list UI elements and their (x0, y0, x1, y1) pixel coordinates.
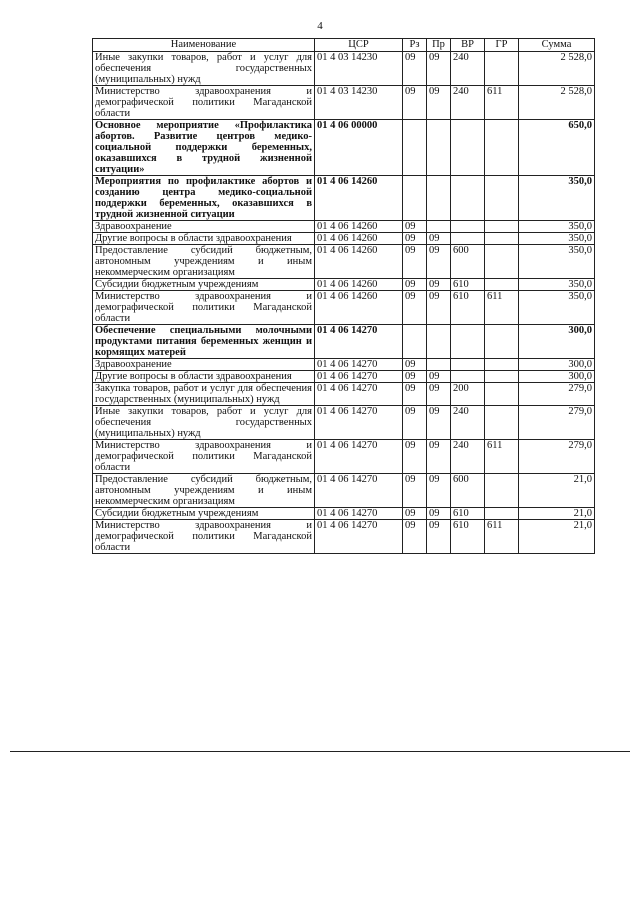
row-pr (427, 325, 451, 359)
table-header-row (93, 39, 595, 52)
row-vr (451, 176, 485, 221)
row-sum: 350,0 (519, 221, 595, 233)
row-sum: 300,0 (519, 359, 595, 371)
header-gr: ГР (485, 39, 519, 52)
row-csr: 01 4 06 00000 (315, 120, 403, 176)
row-name: Министерство здравоохранения и демографической политики Магаданской области (93, 440, 315, 474)
table-row (93, 245, 595, 279)
row-name: Субсидии бюджетным учреждениям (93, 508, 315, 520)
row-gr (485, 325, 519, 359)
row-vr: 240 (451, 406, 485, 440)
row-rz (403, 120, 427, 176)
row-pr (427, 221, 451, 233)
row-pr: 09 (427, 474, 451, 508)
row-vr: 200 (451, 383, 485, 406)
row-sum: 21,0 (519, 508, 595, 520)
row-pr: 09 (427, 233, 451, 245)
row-csr: 01 4 06 14260 (315, 245, 403, 279)
row-gr (485, 221, 519, 233)
row-csr: 01 4 06 14270 (315, 440, 403, 474)
row-rz: 09 (403, 233, 427, 245)
row-sum: 2 528,0 (519, 52, 595, 86)
row-rz: 09 (403, 359, 427, 371)
table-row (93, 508, 595, 520)
row-csr: 01 4 06 14270 (315, 520, 403, 554)
row-pr: 09 (427, 371, 451, 383)
row-rz: 09 (403, 86, 427, 120)
row-rz: 09 (403, 520, 427, 554)
row-pr: 09 (427, 520, 451, 554)
row-rz: 09 (403, 221, 427, 233)
row-name: Основное мероприятие «Профилактика абортов. Развитие центров медико-социальной поддержки беременных, оказавшихся в трудной жизненной ситуации» (93, 120, 315, 176)
row-gr (485, 233, 519, 245)
row-name: Иные закупки товаров, работ и услуг для обеспечения государственных (муниципальных) нужд (93, 52, 315, 86)
header-sum: Сумма (519, 39, 595, 52)
row-sum: 21,0 (519, 520, 595, 554)
row-gr (485, 359, 519, 371)
row-sum: 300,0 (519, 371, 595, 383)
row-sum: 350,0 (519, 245, 595, 279)
row-csr: 01 4 06 14270 (315, 508, 403, 520)
row-gr (485, 406, 519, 440)
row-vr (451, 221, 485, 233)
row-sum: 21,0 (519, 474, 595, 508)
row-pr: 09 (427, 508, 451, 520)
header-csr: ЦСР (315, 39, 403, 52)
row-rz: 09 (403, 245, 427, 279)
row-rz: 09 (403, 52, 427, 86)
row-rz: 09 (403, 474, 427, 508)
budget-table (92, 38, 595, 554)
row-pr: 09 (427, 245, 451, 279)
table-row (93, 279, 595, 291)
row-vr: 610 (451, 508, 485, 520)
row-csr: 01 4 06 14270 (315, 383, 403, 406)
row-rz: 09 (403, 279, 427, 291)
row-name: Обеспечение специальными молочными продуктами питания беременных женщин и кормящих матерей (93, 325, 315, 359)
table-row (93, 440, 595, 474)
row-name: Субсидии бюджетным учреждениям (93, 279, 315, 291)
table-row (93, 383, 595, 406)
table-row (93, 474, 595, 508)
header-vr: ВР (451, 39, 485, 52)
header-rz: Рз (403, 39, 427, 52)
row-csr: 01 4 06 14260 (315, 279, 403, 291)
row-csr: 01 4 06 14270 (315, 406, 403, 440)
row-pr: 09 (427, 383, 451, 406)
table-row (93, 325, 595, 359)
table-row (93, 221, 595, 233)
row-pr: 09 (427, 86, 451, 120)
row-vr: 240 (451, 440, 485, 474)
row-vr: 610 (451, 279, 485, 291)
row-csr: 01 4 06 14270 (315, 371, 403, 383)
row-rz: 09 (403, 406, 427, 440)
row-rz: 09 (403, 291, 427, 325)
row-csr: 01 4 06 14260 (315, 233, 403, 245)
row-name: Здравоохранение (93, 359, 315, 371)
row-gr (485, 245, 519, 279)
table-row (93, 359, 595, 371)
row-name: Мероприятия по профилактике абортов и созданию центра медико-социальной поддержки беременных, оказавшихся в трудной жизненной ситуации (93, 176, 315, 221)
row-pr: 09 (427, 406, 451, 440)
row-vr (451, 371, 485, 383)
row-gr (485, 120, 519, 176)
row-csr: 01 4 06 14270 (315, 359, 403, 371)
row-vr (451, 359, 485, 371)
row-rz (403, 176, 427, 221)
row-gr: 611 (485, 440, 519, 474)
row-sum: 279,0 (519, 406, 595, 440)
row-sum: 350,0 (519, 279, 595, 291)
table-row (93, 176, 595, 221)
row-csr: 01 4 06 14260 (315, 176, 403, 221)
row-gr (485, 508, 519, 520)
row-name: Предоставление субсидий бюджетным, автономным учреждениям и иным некоммерческим организациям (93, 474, 315, 508)
row-name: Другие вопросы в области здравоохранения (93, 371, 315, 383)
row-csr: 01 4 06 14270 (315, 474, 403, 508)
row-sum: 279,0 (519, 440, 595, 474)
row-rz: 09 (403, 383, 427, 406)
row-vr (451, 120, 485, 176)
row-rz: 09 (403, 371, 427, 383)
footer-divider (10, 751, 630, 752)
row-csr: 01 4 06 14260 (315, 291, 403, 325)
row-sum: 279,0 (519, 383, 595, 406)
table-body (93, 52, 595, 554)
row-vr: 610 (451, 291, 485, 325)
row-vr: 240 (451, 52, 485, 86)
row-gr (485, 176, 519, 221)
row-name: Министерство здравоохранения и демографической политики Магаданской области (93, 291, 315, 325)
row-sum: 2 528,0 (519, 86, 595, 120)
row-name: Другие вопросы в области здравоохранения (93, 233, 315, 245)
row-gr (485, 279, 519, 291)
row-gr (485, 383, 519, 406)
row-gr (485, 474, 519, 508)
row-vr: 610 (451, 520, 485, 554)
row-sum: 650,0 (519, 120, 595, 176)
row-vr: 240 (451, 86, 485, 120)
row-vr: 600 (451, 245, 485, 279)
row-vr (451, 233, 485, 245)
row-rz: 09 (403, 508, 427, 520)
table-row (93, 291, 595, 325)
table-row (93, 52, 595, 86)
row-gr: 611 (485, 86, 519, 120)
table-row (93, 371, 595, 383)
row-rz (403, 325, 427, 359)
row-pr (427, 359, 451, 371)
row-gr: 611 (485, 291, 519, 325)
row-sum: 350,0 (519, 233, 595, 245)
row-csr: 01 4 03 14230 (315, 86, 403, 120)
row-gr (485, 371, 519, 383)
row-sum: 350,0 (519, 291, 595, 325)
table-row (93, 520, 595, 554)
row-name: Здравоохранение (93, 221, 315, 233)
row-csr: 01 4 06 14260 (315, 221, 403, 233)
row-name: Министерство здравоохранения и демографической политики Магаданской области (93, 86, 315, 120)
row-vr: 600 (451, 474, 485, 508)
table-row (93, 86, 595, 120)
page-number: 4 (317, 20, 323, 32)
row-sum: 350,0 (519, 176, 595, 221)
row-name: Предоставление субсидий бюджетным, автономным учреждениям и иным некоммерческим организациям (93, 245, 315, 279)
table-row (93, 233, 595, 245)
row-gr (485, 52, 519, 86)
row-pr (427, 120, 451, 176)
row-pr (427, 176, 451, 221)
row-gr: 611 (485, 520, 519, 554)
row-pr: 09 (427, 440, 451, 474)
row-pr: 09 (427, 291, 451, 325)
row-name: Закупка товаров, работ и услуг для обеспечения государственных (муниципальных) нужд (93, 383, 315, 406)
header-pr: Пр (427, 39, 451, 52)
table-row (93, 406, 595, 440)
row-pr: 09 (427, 279, 451, 291)
row-pr: 09 (427, 52, 451, 86)
header-name: Наименование (93, 39, 315, 52)
row-name: Министерство здравоохранения и демографической политики Магаданской области (93, 520, 315, 554)
row-csr: 01 4 06 14270 (315, 325, 403, 359)
table-row (93, 120, 595, 176)
row-vr (451, 325, 485, 359)
row-name: Иные закупки товаров, работ и услуг для обеспечения государственных (муниципальных) нужд (93, 406, 315, 440)
row-sum: 300,0 (519, 325, 595, 359)
row-csr: 01 4 03 14230 (315, 52, 403, 86)
row-rz: 09 (403, 440, 427, 474)
